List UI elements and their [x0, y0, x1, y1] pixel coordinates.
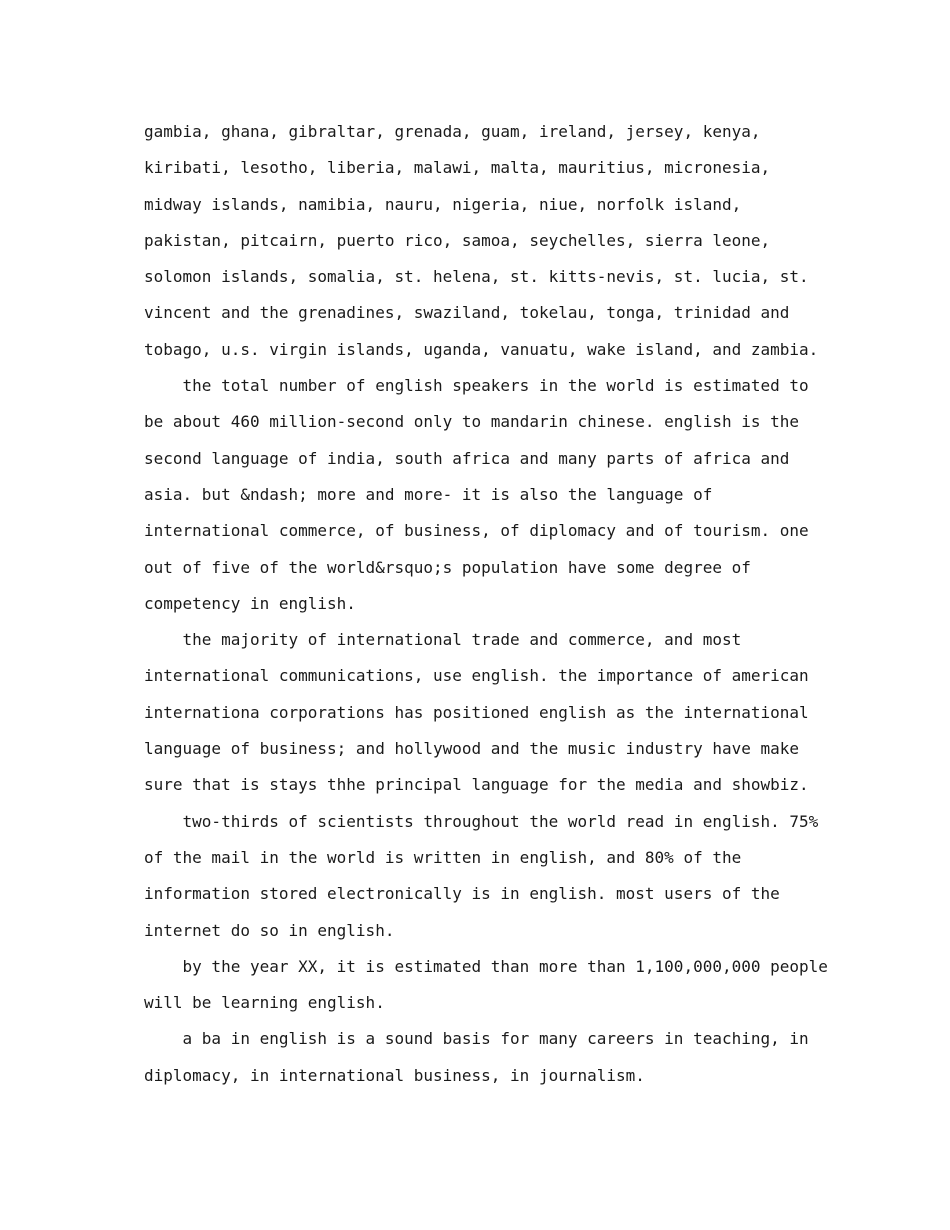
text-line: asia. but &ndash; more and more- it is also the language of [144, 484, 713, 504]
paragraph-first-line: the total number of english speakers in the world is estimated to [144, 376, 809, 396]
text-line: tobago, u.s. virgin islands, uganda, vanuatu, wake island, and zambia. [144, 339, 819, 359]
text-line: sure that is stays thhe principal language for the media and showbiz. [144, 775, 809, 795]
paragraph-first-line: the majority of international trade and commerce, and most [144, 630, 742, 650]
text-line: international communications, use english. the importance of american [144, 666, 809, 686]
text-line: will be learning english. [144, 993, 385, 1013]
text-line: gambia, ghana, gibraltar, grenada, guam, ireland, jersey, kenya, [144, 122, 761, 141]
text-line: diplomacy, in international business, in journalism. [144, 1065, 645, 1085]
text-line: pakistan, pitcairn, puerto rico, samoa, seychelles, sierra leone, [144, 230, 771, 250]
text-line: information stored electronically is in english. most users of the [144, 884, 780, 904]
text-line: solomon islands, somalia, st. helena, st. kitts-nevis, st. lucia, st. [144, 267, 809, 287]
text-line: language of business; and hollywood and the music industry have make [144, 739, 800, 759]
text-line: be about 460 million-second only to mandarin chinese. english is the [144, 412, 800, 432]
text-line: second language of india, south africa and many parts of africa and [144, 448, 790, 468]
paragraph-first-line: by the year XX, it is estimated than more than 1,100,000,000 people [144, 956, 828, 976]
text-line: midway islands, namibia, nauru, nigeria, niue, norfolk island, [144, 194, 742, 214]
text-line: out of five of the world&rsquo;s population have some degree of [144, 557, 751, 577]
paragraph-first-line: two-thirds of scientists throughout the world read in english. 75% [144, 811, 819, 831]
paragraph-first-line: a ba in english is a sound basis for many careers in teaching, in [144, 1029, 809, 1049]
text-line: internet do so in english. [144, 920, 395, 940]
text-line: vincent and the grenadines, swaziland, tokelau, tonga, trinidad and [144, 303, 790, 323]
text-line: internationa corporations has positioned english as the international [144, 702, 809, 722]
text-line: competency in english. [144, 593, 356, 613]
document-body-text [144, 114, 828, 1094]
text-line: international commerce, of business, of diplomacy and of tourism. one [144, 521, 809, 541]
text-line: kiribati, lesotho, liberia, malawi, malta, mauritius, micronesia, [144, 158, 771, 178]
text-line: of the mail in the world is written in english, and 80% of the [144, 847, 742, 867]
